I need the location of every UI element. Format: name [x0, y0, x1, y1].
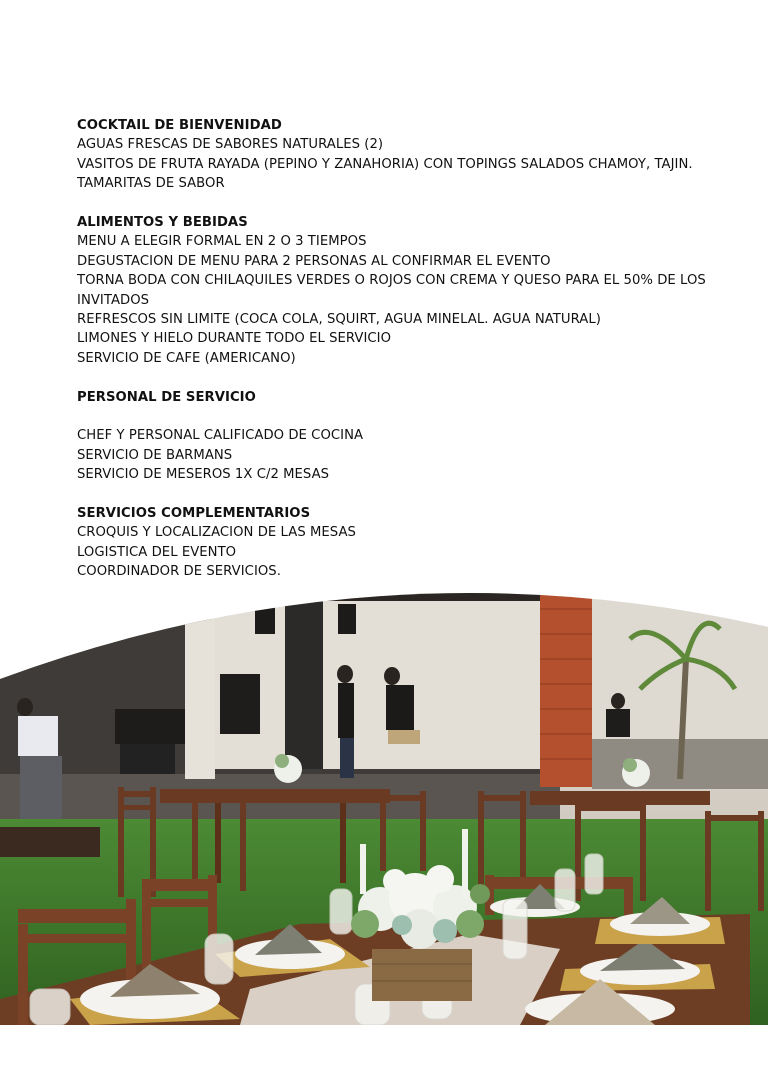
document-body: [77, 116, 727, 601]
section-title: SERVICIOS COMPLEMENTARIOS: [77, 506, 311, 522]
list-item: VASITOS DE FRUTA RAYADA (PEPINO Y ZANAHORIA) CON TOPINGS SALADOS CHAMOY, TAJIN.: [77, 156, 693, 172]
list-item: SERVICIO DE BARMANS: [77, 447, 233, 463]
list-item: COORDINADOR DE SERVICIOS.: [77, 564, 281, 580]
event-venue-photo: [0, 579, 768, 1025]
blank-line: [77, 407, 727, 426]
section-staff: [77, 388, 727, 485]
list-item: SERVICIO DE CAFE (AMERICANO): [77, 350, 296, 366]
section-complementary: [77, 504, 727, 582]
list-item: SERVICIO DE MESEROS 1X C/2 MESAS: [77, 467, 330, 483]
list-item: LOGISTICA DEL EVENTO: [77, 544, 237, 560]
list-item: CROQUIS Y LOCALIZACION DE LAS MESAS: [77, 525, 356, 541]
list-item: TAMARITAS DE SABOR: [77, 176, 225, 192]
list-item: AGUAS FRESCAS DE SABORES NATURALES (2): [77, 137, 384, 153]
list-item: DEGUSTACION DE MENU PARA 2 PERSONAS AL CONFIRMAR EL EVENTO: [77, 253, 551, 269]
section-title: PERSONAL DE SERVICIO: [77, 389, 256, 405]
section-cocktail: [77, 116, 727, 194]
list-item: TORNA BODA CON CHILAQUILES VERDES O ROJOS CON CREMA Y QUESO PARA EL 50% DE LOS INVITADOS: [77, 273, 706, 308]
section-food-drinks: [77, 213, 727, 368]
section-title: ALIMENTOS Y BEBIDAS: [77, 215, 248, 231]
list-item: MENU A ELEGIR FORMAL EN 2 O 3 TIEMPOS: [77, 234, 367, 250]
list-item: REFRESCOS SIN LIMITE (COCA COLA, SQUIRT, AGUA MINELAL. AGUA NATURAL): [77, 312, 601, 328]
list-item: LIMONES Y HIELO DURANTE TODO EL SERVICIO: [77, 331, 392, 347]
section-title: COCKTAIL DE BIENVENIDAD: [77, 118, 282, 133]
list-item: CHEF Y PERSONAL CALIFICADO DE COCINA: [77, 428, 364, 444]
